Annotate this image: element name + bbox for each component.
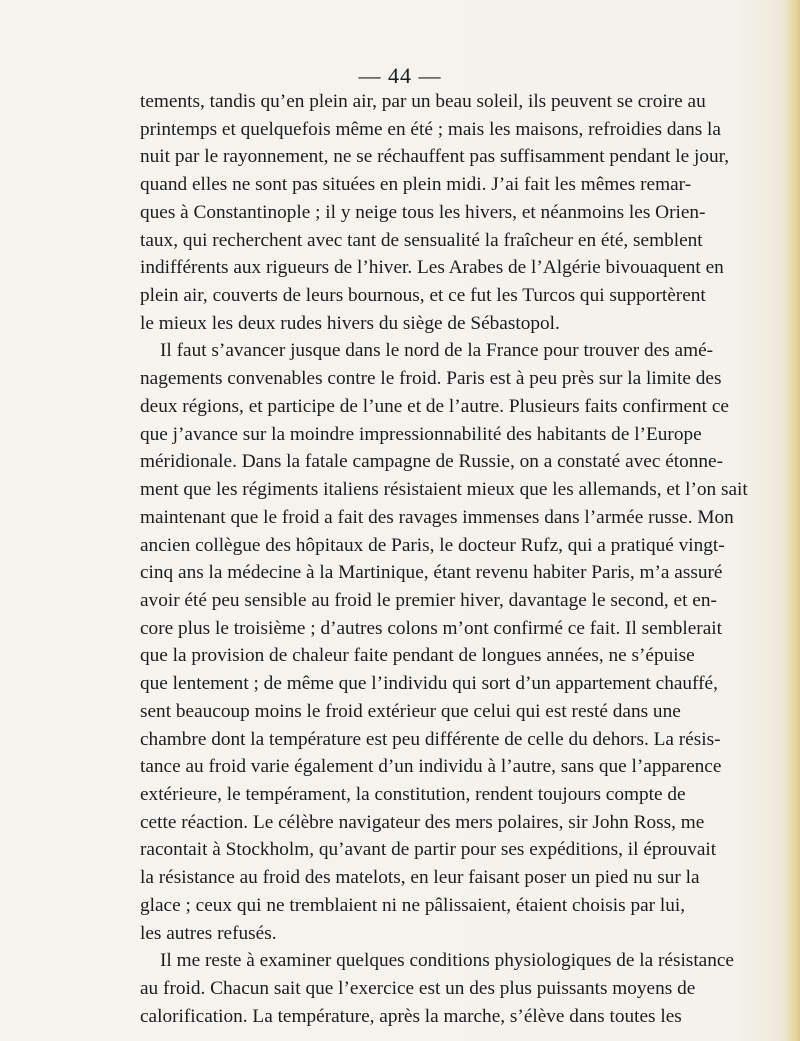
text-line: tements, tandis qu’en plein air, par un beau soleil, ils peuvent se croire au	[140, 91, 706, 112]
text-line: taux, qui recherchent avec tant de sensualité la fraîcheur en été, semblent	[140, 229, 703, 251]
paragraph-start-line: Il faut s’avancer jusque dans le nord de la France pour trouver des amé-	[160, 340, 714, 362]
text-line: que la provision de chaleur faite pendant de longues années, ne s’épuise	[140, 645, 695, 667]
text-line: ment que les régiments italiens résistaient mieux que les allemands, et l’on sait	[140, 479, 748, 501]
text-line: quand elles ne sont pas situées en plein midi. J’ai fait les mêmes remar-	[140, 174, 692, 196]
text-line: nuit par le rayonnement, ne se réchauffent pas suffisamment pendant le jour,	[140, 146, 730, 168]
page-edge-stain	[786, 0, 800, 1041]
paragraph-end-line: le mieux les deux rudes hivers du siège de Sébastopol.	[140, 312, 560, 334]
text-line: glace ; ceux qui ne tremblaient ni ne pâlissaient, étaient choisis par lui,	[140, 894, 686, 916]
text-line: calorification. La température, après la marche, s’élève dans toutes les	[140, 1005, 682, 1027]
text-line: chambre dont la température est peu différente de celle du dehors. La résis-	[140, 728, 721, 750]
text-line: ques à Constantinople ; il y neige tous les hivers, et néanmoins les Orien-	[140, 201, 706, 223]
text-line: avoir été peu sensible au froid le premier hiver, davantage le second, et en-	[140, 589, 717, 611]
text-line: extérieure, le tempérament, la constitution, rendent toujours compte de	[140, 783, 686, 805]
text-line: cette réaction. Le célèbre navigateur des mers polaires, sir John Ross, me	[140, 811, 705, 833]
text-line: printemps et quelquefois même en été ; mais les maisons, refroidies dans la	[140, 118, 721, 140]
text-line: la résistance au froid des matelots, en leur faisant poser un pied nu sur la	[140, 867, 700, 889]
text-line: racontait à Stockholm, qu’avant de partir pour ses expéditions, il éprouvait	[140, 839, 717, 861]
page-number: — 44 —	[358, 63, 442, 88]
text-line: nagements convenables contre le froid. Paris est à peu près sur la limite des	[140, 368, 722, 390]
text-line: indifférents aux rigueurs de l’hiver. Les Arabes de l’Algérie bivouaquent en	[140, 257, 724, 279]
text-line: cinq ans la médecine à la Martinique, étant revenu habiter Paris, m’a assuré	[140, 562, 723, 584]
text-line: maintenant que le froid a fait des ravages immenses dans l’armée russe. Mon	[140, 506, 734, 528]
text-line: au froid. Chacun sait que l’exercice est un des plus puissants moyens de	[140, 978, 696, 999]
text-line: sent beaucoup moins le froid extérieur que celui qui est resté dans une	[140, 700, 681, 722]
text-line: plein air, couverts de leurs bournous, et ce fut les Turcos qui supportèrent	[140, 285, 706, 307]
text-line: core plus le troisième ; d’autres colons m’ont confirmé ce fait. Il semblerait	[140, 617, 722, 639]
paragraph-start-line: Il me reste à examiner quelques conditions physiologiques de la résistance	[160, 950, 734, 972]
body-text	[140, 88, 748, 1030]
text-line: méridionale. Dans la fatale campagne de Russie, on a constaté avec étonne-	[140, 451, 724, 473]
text-line: que j’avance sur la moindre impressionnabilité des habitants de l’Europe	[140, 423, 702, 445]
paragraph-end-line: les autres refusés.	[140, 922, 277, 944]
text-line: que lentement ; de même que l’individu qui sort d’un appartement chauffé,	[140, 673, 718, 695]
text-line: ancien collègue des hôpitaux de Paris, le docteur Rufz, qui a pratiqué vingt-	[140, 534, 725, 556]
text-line: tance au froid varie également d’un individu à l’autre, sans que l’apparence	[140, 756, 722, 778]
text-line: deux régions, et participe de l’une et de l’autre. Plusieurs faits confirment ce	[140, 395, 729, 417]
